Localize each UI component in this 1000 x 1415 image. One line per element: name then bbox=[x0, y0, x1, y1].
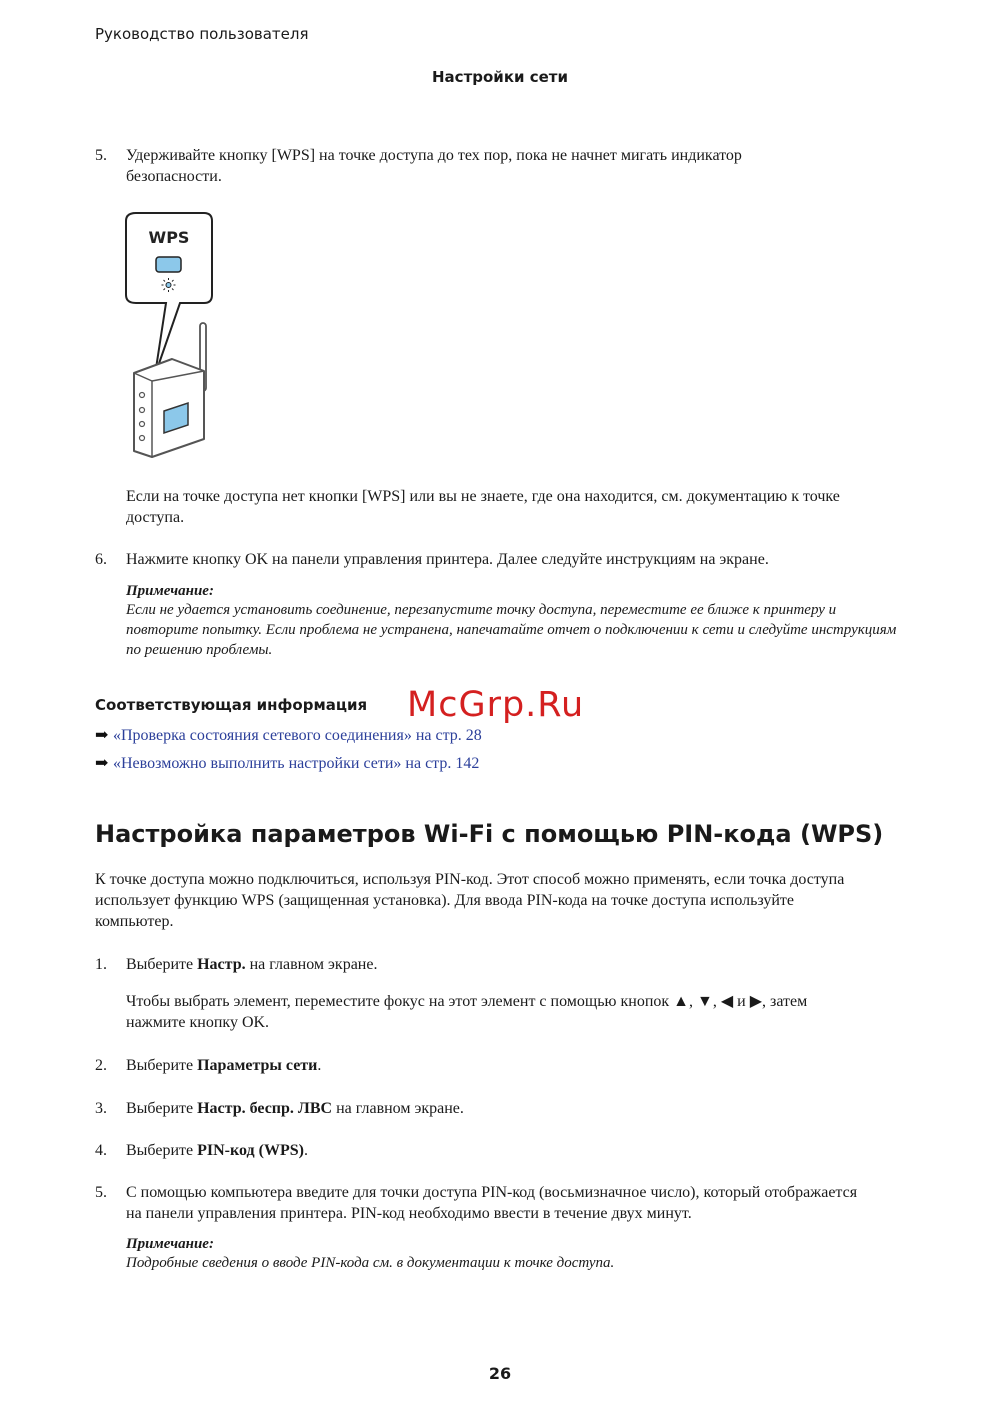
related-info-heading: Соответствующая информация bbox=[95, 696, 368, 714]
section-header: Настройки сети bbox=[432, 68, 568, 86]
arrow-right-icon: ▶ bbox=[749, 993, 763, 1010]
step-number: 5. bbox=[95, 1184, 107, 1201]
arrow-down-icon: ▼ bbox=[697, 993, 713, 1010]
navigation-hint: Чтобы выбрать элемент, переместите фокус на этот элемент с помощью кнопок ▲, ▼, ◀ и ▶, затем нажмите кнопку OK. bbox=[126, 993, 808, 1031]
wps-router-illustration bbox=[118, 205, 228, 465]
related-link-1[interactable] bbox=[95, 725, 482, 746]
page-number: 26 bbox=[488, 1364, 512, 1383]
section-title: Настройка параметров Wi-Fi с помощью PIN-кода (WPS) bbox=[95, 820, 884, 848]
related-link-text[interactable]: «Невозможно выполнить настройки сети» на стр. 142 bbox=[113, 755, 480, 772]
router-icon bbox=[134, 323, 206, 457]
related-link-2[interactable] bbox=[95, 753, 479, 774]
step-number: 3. bbox=[95, 1100, 107, 1117]
no-wps-button-note: Если на точке доступа нет кнопки [WPS] или вы не знаете, где она находится, см. документацию к точке доступа. bbox=[126, 488, 840, 526]
step-text: Выберите PIN-код (WPS). bbox=[126, 1142, 308, 1159]
note-text: Если не удается установить соединение, перезапустите точку доступа, переместите ее ближе к принтеру и повторите попытку. Если проблема не устранена, напечатайте отчет о подключении к сети и следуйте инструкциям по решению проблемы. bbox=[126, 602, 897, 658]
arrow-right-icon: ➡ bbox=[95, 755, 109, 772]
step-text: Выберите Параметры сети. bbox=[126, 1057, 322, 1074]
step-text: Выберите Настр. на главном экране. bbox=[126, 956, 378, 973]
step-text: Удерживайте кнопку [WPS] на точке доступа до тех пор, пока не начнет мигать индикатор безопасности. bbox=[126, 147, 742, 185]
note-heading: Примечание: bbox=[126, 1236, 214, 1252]
arrow-left-icon: ◀ bbox=[720, 993, 734, 1010]
related-link-text[interactable]: «Проверка состояния сетевого соединения» на стр. 28 bbox=[113, 727, 482, 744]
manual-title: Руководство пользователя bbox=[95, 25, 309, 43]
step-number: 6. bbox=[95, 551, 107, 568]
step-text: С помощью компьютера введите для точки доступа PIN-код (восьмизначное число), который отображается на панели управления принтера. PIN-код необходимо ввести в течение двух минут. bbox=[126, 1184, 858, 1222]
arrow-right-icon: ➡ bbox=[95, 727, 109, 744]
step-number: 4. bbox=[95, 1142, 107, 1159]
note-heading: Примечание: bbox=[126, 583, 214, 599]
section-intro: К точке доступа можно подключиться, используя PIN-код. Этот способ можно применять, если точка доступа использует функцию WPS (защищенная установка). Для ввода PIN-кода на точке доступа используйте компьютер. bbox=[95, 871, 845, 930]
step-text: Нажмите кнопку OK на панели управления принтера. Далее следуйте инструкциям на экране. bbox=[126, 551, 769, 568]
step-text: Выберите Настр. беспр. ЛВС на главном экране. bbox=[126, 1100, 464, 1117]
arrow-up-icon: ▲ bbox=[673, 993, 689, 1010]
step-number: 2. bbox=[95, 1057, 107, 1074]
step-number: 5. bbox=[95, 147, 107, 164]
wps-button bbox=[156, 257, 181, 272]
wps-label: WPS bbox=[148, 228, 190, 247]
step-number: 1. bbox=[95, 956, 107, 973]
note-text: Подробные сведения о вводе PIN-кода см. в документации к точке доступа. bbox=[126, 1255, 615, 1271]
watermark: McGrp.Ru bbox=[407, 685, 585, 725]
